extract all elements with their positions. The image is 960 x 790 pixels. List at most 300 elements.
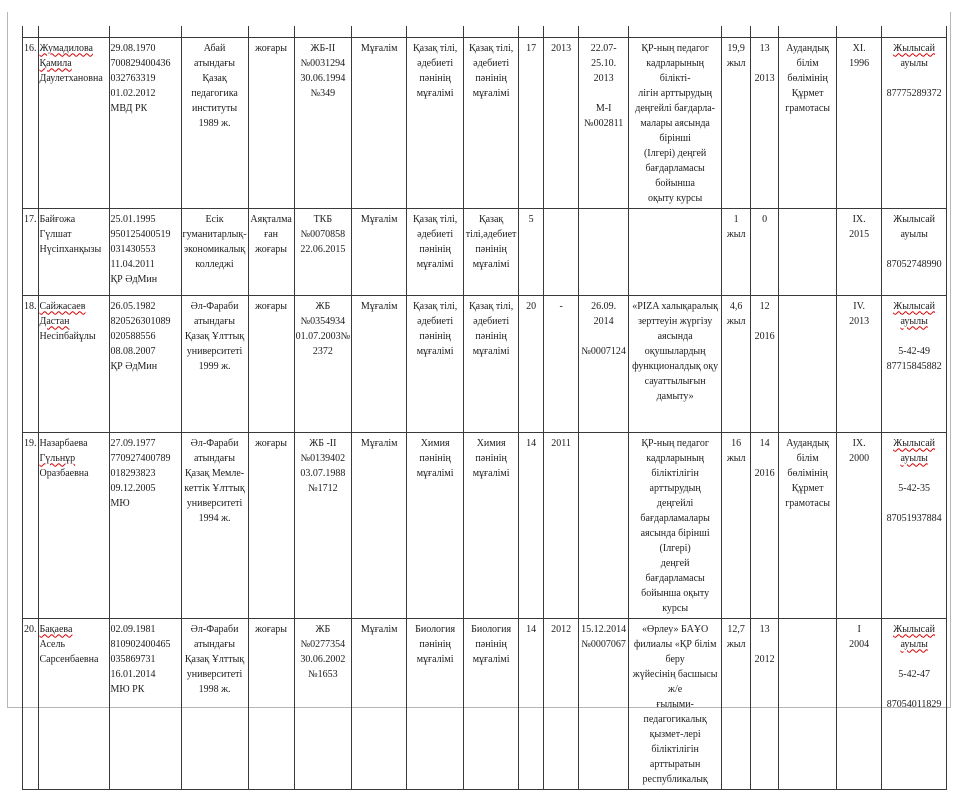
text-line: мұғалімі: [472, 258, 510, 270]
table-cell: [837, 618, 882, 789]
text-line: аясында бірінші (Ілгері): [640, 527, 710, 554]
text-line: 19.: [24, 437, 37, 449]
stub-cell: [294, 26, 352, 37]
text-line: [580, 329, 627, 344]
table-cell: [837, 37, 882, 208]
text-line: Даулетхановна: [39, 72, 103, 84]
text-line: 2014: [593, 315, 614, 327]
text-line: Нүсіпханқызы: [39, 243, 102, 255]
text-line: кадрларының: [646, 452, 704, 464]
text-line: Қазақ Ұлттық: [184, 653, 245, 665]
text-line: МЮ РК: [110, 683, 145, 695]
table-cell: [882, 295, 947, 432]
table-cell: [779, 432, 837, 618]
stub-cell: [882, 26, 947, 37]
text-line: 25.01.1995: [110, 213, 156, 225]
text-line: Қазақ: [202, 72, 227, 84]
text-line: (Ілгері) деңгей: [643, 147, 707, 159]
text-line: 26.09.: [591, 300, 617, 312]
text-line: әдебиеті: [473, 315, 510, 327]
table-cell: [751, 208, 779, 295]
text-line: сауаттылығын дамыту»: [644, 375, 706, 402]
text-line: 14: [526, 623, 537, 635]
text-line: Биология: [415, 623, 456, 635]
text-line: 2372: [312, 345, 333, 357]
text-line: әдебиеті: [417, 57, 454, 69]
text-line: №0007124: [581, 345, 626, 357]
misspelled-text-line: Жылысай: [893, 623, 935, 635]
table-cell: [579, 432, 629, 618]
text-line: 018293823: [110, 467, 156, 479]
misspelled-text-line: Қамила: [39, 57, 72, 69]
table-cell: [352, 618, 407, 789]
table-cell: [23, 618, 39, 789]
text-line: Жылысай: [893, 213, 935, 225]
table-cell: [352, 295, 407, 432]
table-cell: [38, 432, 109, 618]
text-line: мұғалімі: [416, 258, 454, 270]
text-line: 03.07.1988: [300, 467, 346, 479]
text-line: институты: [191, 102, 238, 114]
text-line: тілі,әдебиет: [465, 228, 517, 240]
table-cell: [23, 295, 39, 432]
text-line: мұғалімі: [416, 87, 454, 99]
text-line: 17.: [24, 213, 37, 225]
text-line: 14: [759, 437, 770, 449]
text-line: пәнінің: [419, 638, 451, 650]
text-line: IV.: [853, 300, 865, 312]
text-line: №0031294: [300, 57, 346, 69]
table-cell: [248, 432, 294, 618]
text-line: жыл: [726, 57, 746, 69]
table-cell: [294, 208, 352, 295]
table-cell: [579, 37, 629, 208]
text-line: ҚР ӘдМин: [110, 273, 158, 285]
table-cell: [579, 618, 629, 789]
text-line: 1998 ж.: [198, 683, 231, 695]
misspelled-text-line: Жылысай: [893, 300, 935, 312]
text-line: [883, 682, 945, 697]
text-line: [883, 242, 945, 257]
text-line: мұғалімі: [472, 345, 510, 357]
text-line: Қазақ тілі,: [412, 42, 458, 54]
misspelled-text-line: Жылысай: [893, 42, 935, 54]
text-line: 16: [731, 437, 742, 449]
stub-cell: [248, 26, 294, 37]
table-cell: [23, 432, 39, 618]
text-line: Мұғалім: [360, 623, 398, 635]
text-line: гуманитарлық-: [182, 228, 247, 240]
text-line: малары аясында бірінші: [640, 117, 710, 144]
text-line: 30.06.1994: [300, 72, 346, 84]
misspelled-text-line: Бақаева: [39, 623, 73, 635]
text-line: педагогика: [191, 87, 238, 99]
text-line: 27.09.1977: [110, 437, 156, 449]
text-line: Оразбаевна: [39, 467, 89, 479]
text-line: ауылы: [900, 228, 928, 240]
table-cell: [779, 295, 837, 432]
table-cell: [544, 208, 579, 295]
table-cell: [519, 208, 544, 295]
text-line: Құрмет: [791, 87, 824, 99]
text-line: 700829400436: [110, 57, 171, 69]
text-line: [883, 71, 945, 86]
text-line: 01.07.2003№: [295, 330, 351, 342]
table-cell: [181, 432, 248, 618]
table-cell: [352, 432, 407, 618]
text-line: ҚР-ның педагог: [641, 42, 709, 54]
table-cell: [109, 37, 181, 208]
table-cell: [38, 295, 109, 432]
text-line: 11.04.2011: [110, 258, 155, 270]
text-line: 2004: [849, 638, 870, 650]
table-row: [23, 208, 947, 295]
text-line: Мұғалім: [360, 300, 398, 312]
table-cell: [779, 208, 837, 295]
text-line: пәнінің: [475, 330, 507, 342]
text-line: 09.12.2005: [110, 482, 156, 494]
text-line: 87715845882: [886, 360, 942, 372]
misspelled-text-line: Жылысай: [893, 437, 935, 449]
text-line: ҚР ӘдМин: [110, 360, 158, 372]
text-line: пәнінің: [475, 243, 507, 255]
text-line: 12,7: [727, 623, 745, 635]
text-line: Қазақ тілі,: [468, 300, 514, 312]
text-line: грамотасы: [785, 497, 831, 509]
table-row: [23, 295, 947, 432]
text-line: [752, 637, 777, 652]
stub-cell: [38, 26, 109, 37]
text-line: колледжі: [195, 258, 234, 270]
text-line: 2013: [593, 72, 614, 84]
table-cell: [544, 618, 579, 789]
text-line: МВД РК: [110, 102, 148, 114]
table-cell: [352, 208, 407, 295]
text-line: 20: [526, 300, 537, 312]
table-cell: [751, 295, 779, 432]
table-cell: [464, 618, 519, 789]
table-row: [23, 432, 947, 618]
text-line: [580, 86, 627, 101]
text-line: жыл: [726, 315, 746, 327]
table-cell: [629, 618, 722, 789]
table-cell: [779, 618, 837, 789]
text-line: арттыратын: [649, 758, 701, 770]
text-line: [752, 56, 777, 71]
table-cell: [294, 432, 352, 618]
table-cell: [109, 295, 181, 432]
stub-cell: [722, 26, 751, 37]
table-cell: [779, 37, 837, 208]
text-line: жоғары: [255, 437, 288, 449]
table-cell: [579, 208, 629, 295]
text-line: 035869731: [110, 653, 156, 665]
table-cell: [109, 432, 181, 618]
table-cell: [751, 618, 779, 789]
table-cell: [837, 295, 882, 432]
text-line: [883, 466, 945, 481]
table-cell: [464, 208, 519, 295]
misspelled-text-line: Сайжасаев: [39, 300, 86, 312]
table-cell: [464, 295, 519, 432]
table-cell: [181, 295, 248, 432]
text-line: 15.12.2014: [581, 623, 627, 635]
table-cell: [882, 618, 947, 789]
text-line: жыл: [726, 228, 746, 240]
text-line: 30.06.2002: [300, 653, 346, 665]
stub-cell: [181, 26, 248, 37]
table-cell: [882, 432, 947, 618]
text-line: 02.09.1981: [110, 623, 156, 635]
text-line: пәнінің: [419, 330, 451, 342]
text-line: 17: [526, 42, 537, 54]
text-line: Несіпбайұлы: [39, 330, 96, 342]
text-line: Байғожа Гүлшат: [39, 213, 76, 240]
table-cell: [882, 37, 947, 208]
text-line: №0354934: [300, 315, 346, 327]
text-line: әдебиеті: [473, 57, 510, 69]
misspelled-text-line: ауылы: [900, 638, 928, 650]
text-line: ғылыми-педагогикалық: [643, 698, 707, 725]
table-cell: [248, 37, 294, 208]
table-cell: [407, 37, 464, 208]
text-line: жоғары: [255, 300, 288, 312]
text-line: 5-42-47: [898, 668, 930, 680]
text-line: Қазақ Мемле-: [184, 467, 245, 479]
text-line: Химия: [476, 437, 506, 449]
text-line: университеті: [186, 497, 243, 509]
table-cell: [352, 37, 407, 208]
table-cell: [751, 37, 779, 208]
text-line: деңгей бағдарламасы: [645, 557, 705, 584]
text-line: Әл-Фараби: [190, 437, 239, 449]
table-cell: [181, 37, 248, 208]
text-line: 020588556: [110, 330, 156, 342]
text-line: университеті: [186, 668, 243, 680]
text-line: 1: [733, 213, 739, 225]
text-line: кадрларының білікті-: [646, 57, 704, 84]
text-line: біліктілігін арттырудың: [649, 467, 701, 494]
text-line: 87051937884: [886, 512, 942, 524]
misspelled-text-line: ауылы: [900, 315, 928, 327]
text-line: мұғалімі: [472, 653, 510, 665]
text-line: білім: [796, 452, 819, 464]
text-line: пәнінің: [419, 452, 451, 464]
stub-cell: [407, 26, 464, 37]
table-cell: [407, 295, 464, 432]
text-line: Әл-Фараби: [190, 623, 239, 635]
text-line: №0007067: [581, 638, 626, 650]
text-line: 2015: [849, 228, 870, 240]
page-edge-left: [7, 12, 8, 708]
stub-cell: [837, 26, 882, 37]
table-row: [23, 37, 947, 208]
text-line: ЖБ: [315, 623, 331, 635]
text-line: 2000: [849, 452, 870, 464]
text-line: пәнінің: [475, 452, 507, 464]
table-cell: [294, 295, 352, 432]
text-line: 2016: [754, 330, 775, 342]
text-line: 5-42-35: [898, 482, 930, 494]
text-line: 1996: [849, 57, 870, 69]
table-cell: [248, 208, 294, 295]
table-cell: [519, 295, 544, 432]
text-line: 87775289372: [886, 87, 942, 99]
text-line: кеттік Ұлттық: [184, 482, 245, 494]
text-line: пәнінің: [419, 72, 451, 84]
text-line: жоғары: [255, 42, 288, 54]
table-cell: [751, 432, 779, 618]
table-cell: [629, 432, 722, 618]
text-line: №0139402: [300, 452, 346, 464]
text-line: Абай: [203, 42, 226, 54]
table-cell: [248, 295, 294, 432]
text-line: №349: [310, 87, 336, 99]
text-line: мұғалімі: [416, 653, 454, 665]
table-cell: [109, 208, 181, 295]
text-line: [883, 329, 945, 344]
text-line: №1712: [308, 482, 338, 494]
text-line: Назарбаева: [39, 437, 88, 449]
text-line: 032763319: [110, 72, 156, 84]
text-line: IX.: [852, 437, 866, 449]
text-line: қызмет-лері біліктілігін: [649, 728, 701, 755]
table-cell: [722, 37, 751, 208]
text-line: жоғары: [255, 623, 288, 635]
continuation-stub-row: [23, 26, 947, 37]
table-cell: [248, 618, 294, 789]
table-body: [23, 26, 947, 789]
text-line: 19,9: [727, 42, 745, 54]
text-line: 2013: [849, 315, 870, 327]
table-cell: [109, 618, 181, 789]
stub-cell: [519, 26, 544, 37]
text-line: пәнінің: [475, 72, 507, 84]
misspelled-text-line: Жумадилова: [39, 42, 93, 54]
text-line: ауылы: [900, 57, 928, 69]
text-line: 2012: [551, 623, 572, 635]
text-line: 16.: [24, 42, 37, 54]
text-line: функционалдық оқу: [632, 360, 719, 372]
table-cell: [407, 208, 464, 295]
stub-cell: [464, 26, 519, 37]
text-line: [752, 451, 777, 466]
text-line: университеті: [186, 345, 243, 357]
table-cell: [181, 618, 248, 789]
text-line: атындағы: [194, 315, 236, 327]
text-line: Мұғалім: [360, 42, 398, 54]
text-line: 820526301089: [110, 315, 171, 327]
text-line: аясында оқушылардың: [644, 330, 706, 357]
text-line: Қазақ Ұлттық: [184, 330, 245, 342]
text-line: №1653: [308, 668, 338, 680]
text-line: 18.: [24, 300, 37, 312]
text-line: 01.02.2012: [110, 87, 156, 99]
text-line: 2011: [551, 437, 571, 449]
table-row: [23, 618, 947, 789]
text-line: 031430553: [110, 243, 156, 255]
text-line: М-І: [595, 102, 612, 114]
text-line: [883, 496, 945, 511]
table-cell: [882, 208, 947, 295]
text-line: ЖБ-II: [310, 42, 336, 54]
text-line: пәнінің: [475, 638, 507, 650]
text-line: XI.: [852, 42, 866, 54]
personnel-table: [22, 26, 947, 790]
text-line: «Өрлеу» БАҰО: [641, 623, 709, 635]
text-line: 2013: [754, 72, 775, 84]
text-line: 950125400519: [110, 228, 171, 240]
stub-cell: [352, 26, 407, 37]
stub-cell: [544, 26, 579, 37]
text-line: 13: [759, 42, 770, 54]
text-line: Құрмет: [791, 482, 824, 494]
text-line: мұғалімі: [416, 345, 454, 357]
text-line: 1989 ж.: [198, 117, 231, 129]
text-line: оқыту курсы: [648, 192, 703, 204]
text-line: 1999 ж.: [198, 360, 231, 372]
stub-cell: [579, 26, 629, 37]
table-cell: [407, 618, 464, 789]
text-line: 20.: [24, 623, 37, 635]
table-cell: [544, 37, 579, 208]
text-line: Аудандық: [786, 42, 829, 54]
text-line: Мұғалім: [360, 437, 398, 449]
text-line: 770927400789: [110, 452, 171, 464]
page-edge-right: [950, 12, 951, 708]
text-line: әдебиеті: [417, 228, 454, 240]
text-line: Асель: [39, 638, 66, 650]
text-line: «PIZA халықаралық: [632, 300, 718, 312]
text-line: ҚР-ның педагог: [641, 437, 709, 449]
table-cell: [38, 208, 109, 295]
text-line: филиалы «ҚР білім беру: [633, 638, 717, 665]
table-cell: [407, 432, 464, 618]
table-cell: [722, 295, 751, 432]
text-line: 22.06.2015: [300, 243, 346, 255]
table-cell: [38, 618, 109, 789]
table-cell: [294, 618, 352, 789]
text-line: 13: [759, 623, 770, 635]
text-line: бағдарламалары: [640, 512, 710, 524]
text-line: лігін арттырудың: [638, 87, 712, 99]
stub-cell: [109, 26, 181, 37]
table-cell: [579, 295, 629, 432]
text-line: №0070858: [300, 228, 346, 240]
text-line: -: [559, 300, 563, 312]
text-line: бағдарламасы бойынша: [645, 162, 705, 189]
text-line: бөлімінің: [787, 467, 828, 479]
stub-cell: [779, 26, 837, 37]
text-line: бойынша оқыту курсы: [641, 587, 710, 614]
text-line: IX.: [852, 213, 866, 225]
text-line: Сарсенбаевна: [39, 653, 99, 665]
text-line: №002811: [584, 117, 624, 129]
text-line: жоғары: [255, 243, 288, 255]
stub-cell: [23, 26, 39, 37]
text-line: 2016: [754, 467, 775, 479]
text-line: мұғалімі: [472, 87, 510, 99]
text-line: ған: [264, 228, 279, 240]
text-line: Биология: [471, 623, 512, 635]
misspelled-text-line: Дастан: [39, 315, 70, 327]
text-line: пәнінің: [419, 243, 451, 255]
text-line: жыл: [726, 452, 746, 464]
text-line: деңгейлі бағдарла-: [635, 102, 715, 114]
table-cell: [544, 432, 579, 618]
table-cell: [23, 37, 39, 208]
text-line: Аудандық: [786, 437, 829, 449]
